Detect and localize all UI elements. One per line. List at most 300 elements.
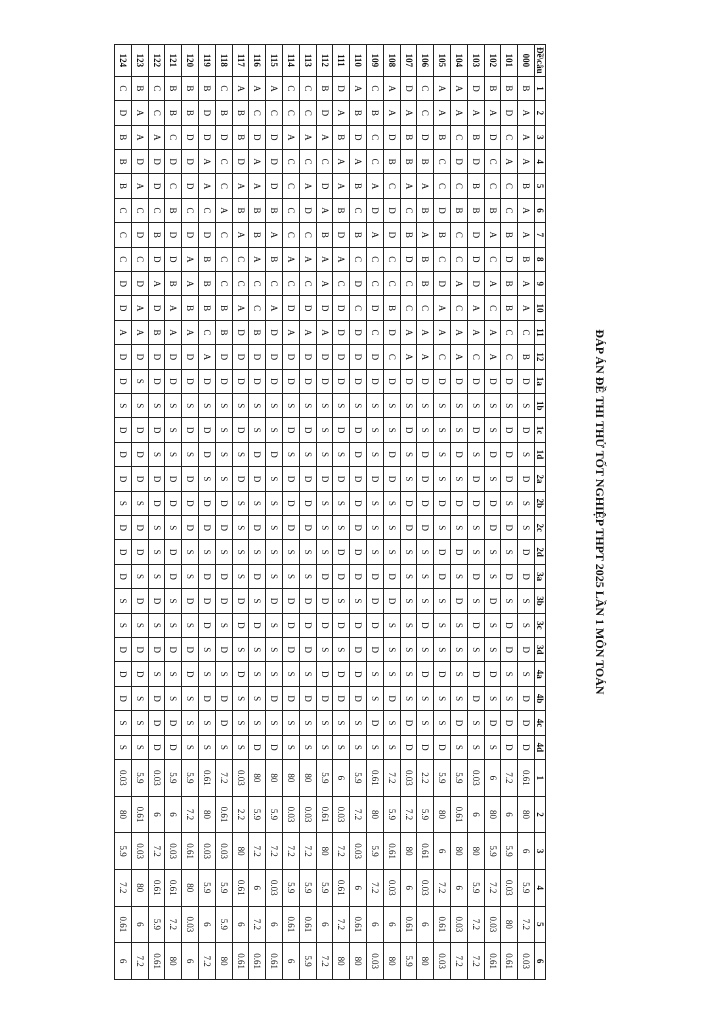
answer-cell: D [451,442,468,466]
answer-cell: C [501,125,518,149]
answer-cell: 80 [131,869,148,906]
answer-cell: A [115,320,132,344]
answer-cell: A [266,76,283,100]
answer-cell: 0.61 [400,906,417,943]
answer-cell: C [417,296,434,320]
answer-cell: C [417,76,434,100]
answer-cell: D [383,467,400,491]
answer-cell: B [165,101,182,125]
answer-cell: A [299,247,316,271]
answer-cell: A [182,271,199,295]
answer-cell: S [484,467,501,491]
answer-cell: 6 [131,906,148,943]
answer-cell: 0.03 [131,833,148,870]
answer-cell: S [400,564,417,588]
table-row [383,45,400,980]
answer-cell: S [283,394,300,418]
answer-cell: 0.61 [501,943,518,980]
answer-cell: D [350,467,367,491]
answer-cell: D [417,613,434,637]
answer-cell: C [417,101,434,125]
answer-cell: D [518,540,535,564]
table-row [232,45,249,980]
answer-cell: D [434,369,451,393]
answer-cell: D [266,345,283,369]
answer-cell: D [400,735,417,759]
answer-cell: D [148,711,165,735]
answer-cell: D [299,296,316,320]
answer-cell: D [115,418,132,442]
answer-cell: D [131,540,148,564]
answer-cell: C [484,149,501,173]
answer-cell: D [451,369,468,393]
answer-cell: S [165,686,182,710]
answer-cell: S [283,735,300,759]
answer-cell: S [518,589,535,613]
answer-cell: D [199,369,216,393]
answer-cell: D [400,516,417,540]
answer-cell: S [383,516,400,540]
answer-cell: D [232,613,249,637]
answer-cell: D [165,540,182,564]
answer-cell: 80 [182,869,199,906]
answer-cell: D [400,418,417,442]
answer-cell: S [316,711,333,735]
answer-cell: S [283,442,300,466]
answer-cell: A [249,174,266,198]
answer-cell: D [131,638,148,662]
answer-cell: 80 [367,796,384,833]
answer-cell: S [451,394,468,418]
answer-cell: D [518,638,535,662]
answer-cell: D [350,638,367,662]
answer-cell: B [232,198,249,222]
answer-cell: S [199,735,216,759]
answer-cell: S [316,735,333,759]
answer-cell: S [383,491,400,515]
answer-cell: A [266,296,283,320]
answer-cell: 80 [215,943,232,980]
answer-cell: B [434,125,451,149]
answer-cell: S [451,662,468,686]
answer-cell: S [417,540,434,564]
answer-cell: S [131,394,148,418]
answer-cell: S [383,735,400,759]
answer-cell: D [266,149,283,173]
answer-cell: D [232,418,249,442]
answer-cell: S [518,442,535,466]
exam-code-cell: 123 [131,45,148,77]
answer-cell: 7.2 [283,833,300,870]
answer-cell: S [383,394,400,418]
answer-cell: D [182,589,199,613]
table-row [451,45,468,980]
answer-cell: 80 [232,833,249,870]
answer-cell: D [383,589,400,613]
answer-cell: S [350,394,367,418]
answer-cell: D [232,149,249,173]
answer-cell: D [417,369,434,393]
answer-cell: D [316,564,333,588]
answer-cell: C [283,223,300,247]
answer-cell: A [451,101,468,125]
answer-cell: D [333,540,350,564]
answer-cell: C [199,198,216,222]
answer-cell: D [316,345,333,369]
answer-cell: D [115,467,132,491]
exam-code-cell: 119 [199,45,216,77]
answer-cell: S [266,638,283,662]
table-row [467,45,484,980]
answer-cell: C [215,149,232,173]
answer-cell: A [182,320,199,344]
answer-cell: 0.61 [131,796,148,833]
table-row [367,45,384,980]
answer-cell: B [199,271,216,295]
answer-cell: D [131,589,148,613]
answer-cell: S [182,540,199,564]
answer-cell: 5.9 [484,833,501,870]
answer-cell: A [131,125,148,149]
answer-cell: S [148,613,165,637]
answer-cell: D [467,467,484,491]
answer-cell: C [350,198,367,222]
answer-cell: B [182,296,199,320]
answer-cell: A [316,271,333,295]
header-question: 5 [535,174,546,198]
answer-cell: A [451,271,468,295]
answer-cell: A [232,174,249,198]
answer-cell: D [501,711,518,735]
answer-cell: D [215,589,232,613]
answer-cell: A [249,247,266,271]
answer-cell: D [266,735,283,759]
answer-cell: 0.03 [518,943,535,980]
answer-cell: D [266,686,283,710]
answer-cell: S [383,418,400,442]
answer-cell: A [266,223,283,247]
answer-cell: 5.9 [400,943,417,980]
answer-cell: 0.61 [249,943,266,980]
answer-cell: D [232,369,249,393]
answer-cell: 0.03 [215,833,232,870]
answer-cell: B [316,223,333,247]
answer-cell: B [182,101,199,125]
answer-cell: C [299,223,316,247]
answer-cell: D [333,662,350,686]
header-question: 1b [535,394,546,418]
answer-cell: S [232,564,249,588]
answer-cell: D [283,638,300,662]
answer-cell: C [467,345,484,369]
answer-cell: S [165,516,182,540]
answer-cell: 0.03 [199,833,216,870]
answer-cell: D [518,711,535,735]
answer-cell: S [249,418,266,442]
answer-cell: S [451,564,468,588]
answer-cell: S [199,540,216,564]
answer-cell: B [199,247,216,271]
answer-cell: A [417,174,434,198]
answer-cell: S [451,735,468,759]
answer-cell: D [215,491,232,515]
answer-cell: 6 [367,906,384,943]
answer-cell: S [249,589,266,613]
answer-cell: A [148,271,165,295]
answer-cell: C [400,198,417,222]
answer-cell: 7.2 [467,906,484,943]
answer-cell: C [299,76,316,100]
answer-cell: S [417,589,434,613]
answer-cell: D [115,369,132,393]
answer-cell: B [199,76,216,100]
answer-cell: D [131,662,148,686]
answer-cell: B [467,125,484,149]
answer-cell: S [434,686,451,710]
answer-cell: A [316,125,333,149]
answer-cell: B [367,101,384,125]
answer-cell: C [501,198,518,222]
answer-cell: 7.2 [400,796,417,833]
answer-cell: S [283,711,300,735]
answer-cell: D [249,467,266,491]
answer-cell: S [467,711,484,735]
answer-cell: D [350,613,367,637]
answer-cell: 0.03 [400,760,417,797]
answer-cell: B [417,198,434,222]
answer-cell: S [215,442,232,466]
answer-cell: A [484,271,501,295]
answer-cell: A [283,320,300,344]
header-question: 2b [535,491,546,515]
answer-cell: C [350,247,367,271]
answer-cell: S [400,589,417,613]
answer-cell: C [451,296,468,320]
answer-cell: D [165,735,182,759]
answer-cell: S [131,369,148,393]
answer-cell: 0.61 [316,796,333,833]
exam-code-cell: 111 [333,45,350,77]
answer-cell: S [518,394,535,418]
answer-cell: C [182,198,199,222]
answer-cell: 0.03 [383,869,400,906]
answer-cell: C [215,174,232,198]
answer-cell: D [467,223,484,247]
answer-cell: B [350,223,367,247]
answer-cell: S [467,638,484,662]
answer-cell: S [131,491,148,515]
answer-cell: D [333,345,350,369]
answer-cell: S [283,540,300,564]
answer-cell: 80 [165,943,182,980]
exam-code-cell: 113 [299,45,316,77]
answer-cell: D [182,149,199,173]
answer-cell: A [518,101,535,125]
answer-cell: D [266,589,283,613]
answer-cell: S [115,711,132,735]
answer-cell: C [283,101,300,125]
answer-cell: S [518,613,535,637]
answer-cell: D [434,271,451,295]
answer-cell: A [417,320,434,344]
answer-cell: 6 [484,760,501,797]
answer-cell: D [165,467,182,491]
answer-cell: A [232,223,249,247]
answer-cell: D [484,491,501,515]
header-question: 3 [535,125,546,149]
answer-cell: D [199,516,216,540]
answer-cell: S [165,662,182,686]
answer-cell: D [215,125,232,149]
answer-cell: D [333,467,350,491]
answer-cell: D [232,662,249,686]
answer-cell: D [400,711,417,735]
answer-cell: 0.61 [182,833,199,870]
answer-cell: S [367,540,384,564]
answer-cell: 0.61 [199,760,216,797]
answer-cell: B [400,149,417,173]
answer-cell: D [451,540,468,564]
answer-cell: A [283,247,300,271]
answer-cell: S [266,418,283,442]
answer-cell: S [182,442,199,466]
answer-cell: 0.61 [518,760,535,797]
answer-cell: S [434,418,451,442]
answer-cell: 80 [434,796,451,833]
header-question: 1a [535,369,546,393]
answer-cell: A [400,320,417,344]
answer-cell: D [199,686,216,710]
answer-cell: S [249,638,266,662]
answer-cell: A [333,174,350,198]
header-question: 7 [535,223,546,247]
answer-cell: D [299,418,316,442]
answer-cell: D [451,149,468,173]
answer-cell: D [484,711,501,735]
answer-cell: S [148,394,165,418]
answer-cell: D [148,369,165,393]
answer-cell: S [451,516,468,540]
answer-cell: 5.9 [215,906,232,943]
answer-cell: D [350,540,367,564]
answer-cell: S [249,686,266,710]
answer-cell: 0.61 [232,943,249,980]
answer-cell: D [266,320,283,344]
answer-cell: S [383,613,400,637]
answer-cell: D [333,369,350,393]
answer-cell: D [232,467,249,491]
answer-cell: D [367,638,384,662]
answer-cell: D [501,613,518,637]
answer-cell: 5.9 [467,869,484,906]
answer-cell: D [148,345,165,369]
answer-cell: S [350,711,367,735]
header-question: 3c [535,613,546,637]
header-question: 11 [535,320,546,344]
header-question: 5 [535,906,546,943]
answer-cell: S [266,711,283,735]
answer-cell: D [316,101,333,125]
answer-cell: B [148,320,165,344]
table-row [299,45,316,980]
answer-cell: D [316,467,333,491]
answer-cell: D [131,223,148,247]
answer-cell: S [367,662,384,686]
answer-cell: B [451,198,468,222]
answer-cell: D [501,467,518,491]
answer-cell: S [115,613,132,637]
answer-cell: S [400,686,417,710]
answer-cell: D [417,735,434,759]
answer-cell: D [283,491,300,515]
answer-cell: C [299,101,316,125]
exam-code-cell: 109 [367,45,384,77]
answer-cell: C [383,174,400,198]
header-question: 2a [535,467,546,491]
answer-cell: 5.9 [215,869,232,906]
answer-cell: D [232,589,249,613]
answer-cell: S [434,442,451,466]
answer-cell: D [350,125,367,149]
answer-cell: B [249,320,266,344]
answer-cell: S [215,540,232,564]
answer-cell: S [484,638,501,662]
answer-cell: D [316,589,333,613]
answer-cell: S [266,564,283,588]
answer-cell: C [501,345,518,369]
answer-cell: D [451,491,468,515]
answer-cell: C [215,271,232,295]
answer-cell: S [266,491,283,515]
answer-cell: S [484,686,501,710]
answer-cell: D [467,418,484,442]
answer-cell: B [316,76,333,100]
answer-cell: S [316,491,333,515]
answer-cell: D [383,686,400,710]
answer-cell: B [165,76,182,100]
answer-cell: A [333,101,350,125]
answer-cell: 6 [451,869,468,906]
exam-code-cell: 104 [451,45,468,77]
answer-cell: C [434,149,451,173]
answer-cell: A [501,149,518,173]
table-row [417,45,434,980]
answer-cell: 0.03 [467,760,484,797]
answer-cell: S [350,589,367,613]
header-question: 4b [535,686,546,710]
answer-cell: S [232,491,249,515]
answer-cell: D [367,467,384,491]
answer-cell: D [199,442,216,466]
answer-cell: S [148,564,165,588]
exam-code-cell: 107 [400,45,417,77]
answer-cell: D [367,369,384,393]
answer-cell: C [367,125,384,149]
answer-cell: S [266,613,283,637]
answer-cell: 0.61 [383,833,400,870]
answer-cell: S [417,394,434,418]
answer-cell: 5.9 [165,760,182,797]
answer-cell: D [518,369,535,393]
answer-cell: D [215,369,232,393]
answer-cell: D [350,369,367,393]
answer-cell: A [451,76,468,100]
answer-cell: D [199,491,216,515]
answer-cell: 80 [333,943,350,980]
answer-cell: D [215,345,232,369]
answer-cell: S [484,613,501,637]
answer-cell: 0.61 [434,906,451,943]
